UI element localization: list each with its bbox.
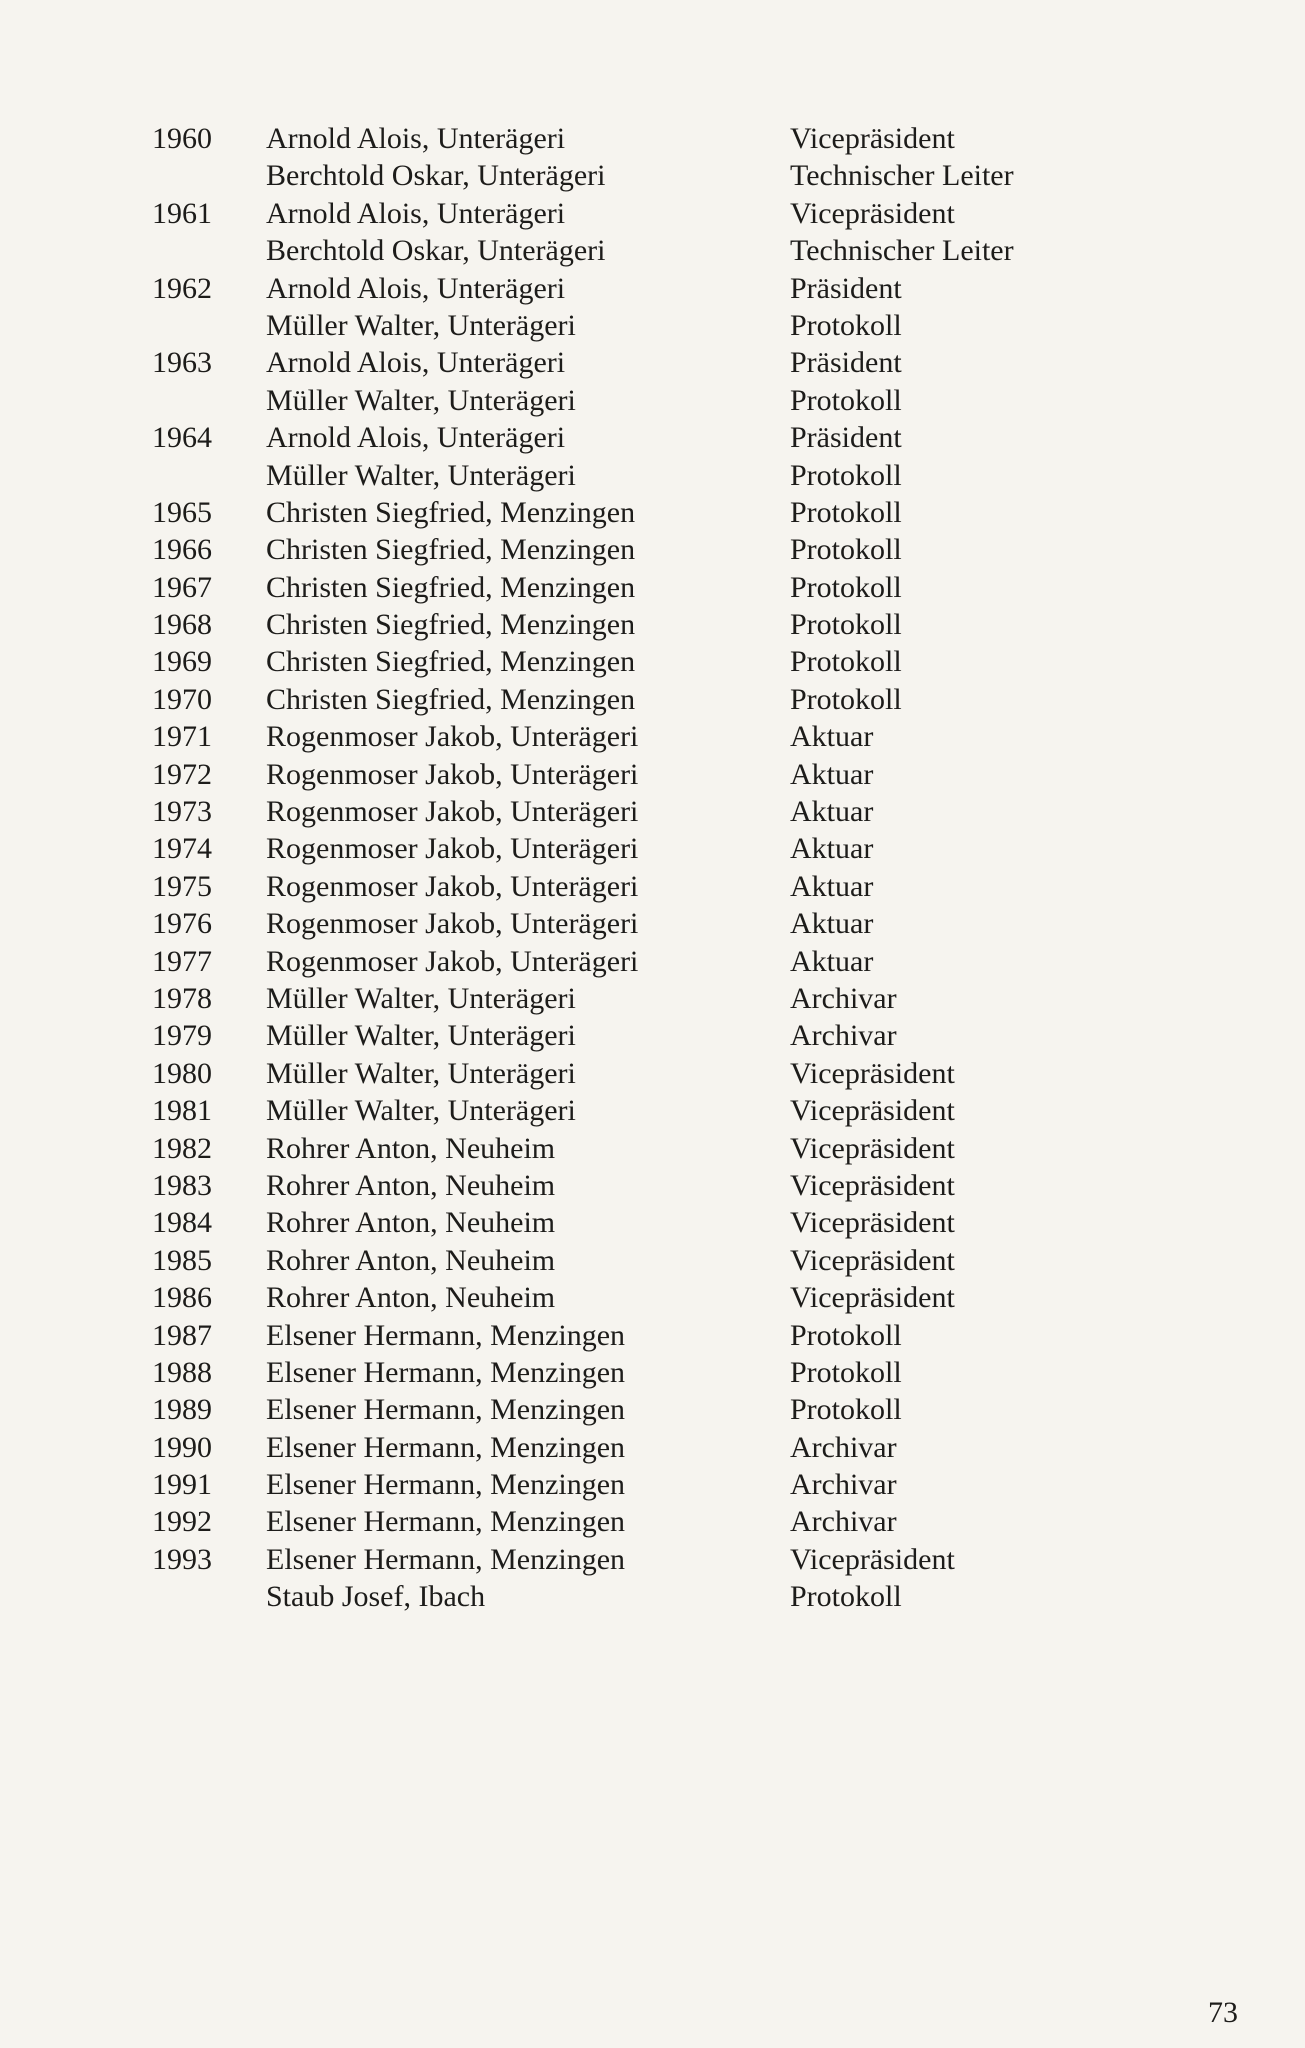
member-cell: Rogenmoser Jakob, Unterägeri [266,907,639,941]
role-cell: Präsident [790,271,902,305]
member-cell: Müller Walter, Unterägeri [266,981,576,1015]
year-cell: 1970 [152,682,212,716]
roster-row [152,1167,1152,1204]
role-cell: Aktuar [790,757,874,791]
member-cell: Christen Siegfried, Menzingen [266,495,636,529]
year-cell: 1962 [152,271,212,305]
year-cell: 1961 [152,196,212,230]
roster-row [152,1279,1152,1316]
member-cell: Elsener Hermann, Menzingen [266,1355,626,1389]
member-cell: Christen Siegfried, Menzingen [266,570,636,604]
officer-roster [152,120,1152,1616]
member-cell: Rohrer Anton, Neuheim [266,1243,556,1277]
roster-row [152,419,1152,456]
role-cell: Aktuar [790,795,874,829]
roster-row [152,1429,1152,1466]
member-cell: Elsener Hermann, Menzingen [266,1468,626,1502]
year-cell: 1990 [152,1430,212,1464]
member-cell: Berchtold Oskar, Unterägeri [266,234,606,268]
year-cell: 1978 [152,981,212,1015]
member-cell: Christen Siegfried, Menzingen [266,533,636,567]
member-cell: Müller Walter, Unterägeri [266,458,576,492]
roster-row [152,569,1152,606]
role-cell: Archivar [790,1019,897,1053]
member-cell: Rogenmoser Jakob, Unterägeri [266,869,639,903]
roster-row [152,606,1152,643]
role-cell: Archivar [790,1468,897,1502]
roster-row [152,1354,1152,1391]
member-cell: Rogenmoser Jakob, Unterägeri [266,795,639,829]
member-cell: Berchtold Oskar, Unterägeri [266,159,606,193]
member-cell: Arnold Alois, Unterägeri [266,421,566,455]
role-cell: Protokoll [790,1355,902,1389]
role-cell: Vicepräsident [790,1168,955,1202]
member-cell: Rohrer Anton, Neuheim [266,1168,556,1202]
roster-row [152,756,1152,793]
member-cell: Arnold Alois, Unterägeri [266,346,566,380]
role-cell: Protokoll [790,645,902,679]
roster-row [152,382,1152,419]
member-cell: Müller Walter, Unterägeri [266,1094,576,1128]
member-cell: Rohrer Anton, Neuheim [266,1281,556,1315]
page-number: 73 [1208,1996,1238,2029]
member-cell: Rogenmoser Jakob, Unterägeri [266,720,639,754]
role-cell: Aktuar [790,720,874,754]
year-cell: 1976 [152,907,212,941]
role-cell: Aktuar [790,907,874,941]
role-cell: Aktuar [790,832,874,866]
roster-row [152,307,1152,344]
member-cell: Arnold Alois, Unterägeri [266,271,566,305]
member-cell: Müller Walter, Unterägeri [266,1019,576,1053]
role-cell: Vicepräsident [790,122,955,155]
roster-row [152,232,1152,269]
role-cell: Präsident [790,421,902,455]
roster-row [152,494,1152,531]
role-cell: Vicepräsident [790,1056,955,1090]
member-cell: Christen Siegfried, Menzingen [266,682,636,716]
year-cell: 1980 [152,1056,212,1090]
year-cell: 1963 [152,346,212,380]
role-cell: Protokoll [790,383,902,417]
member-cell: Staub Josef, Ibach [266,1580,486,1614]
year-cell: 1965 [152,495,212,529]
roster-row [152,1391,1152,1428]
roster-row [152,1578,1152,1615]
roster-row [152,980,1152,1017]
member-cell: Müller Walter, Unterägeri [266,308,576,342]
member-cell: Rohrer Anton, Neuheim [266,1206,556,1240]
role-cell: Protokoll [790,1393,902,1427]
roster-row [152,1055,1152,1092]
role-cell: Archivar [790,1430,897,1464]
roster-row [152,1317,1152,1354]
year-cell: 1960 [152,122,212,155]
role-cell: Protokoll [790,1580,902,1614]
year-cell: 1975 [152,869,212,903]
role-cell: Vicepräsident [790,1281,955,1315]
role-cell: Protokoll [790,682,902,716]
role-cell: Vicepräsident [790,1206,955,1240]
roster-row [152,905,1152,942]
roster-row [152,1503,1152,1540]
roster-row [152,1242,1152,1279]
year-cell: 1987 [152,1318,212,1352]
role-cell: Archivar [790,1505,897,1539]
role-cell: Archivar [790,981,897,1015]
roster-row [152,1466,1152,1503]
member-cell: Rogenmoser Jakob, Unterägeri [266,757,639,791]
roster-row [152,1204,1152,1241]
role-cell: Vicepräsident [790,1542,955,1576]
roster-row [152,1130,1152,1167]
role-cell: Protokoll [790,533,902,567]
year-cell: 1969 [152,645,212,679]
role-cell: Aktuar [790,944,874,978]
roster-row [152,718,1152,755]
roster-row [152,531,1152,568]
member-cell: Elsener Hermann, Menzingen [266,1393,626,1427]
year-cell: 1993 [152,1542,212,1576]
member-cell: Christen Siegfried, Menzingen [266,608,636,642]
roster-row [152,344,1152,381]
year-cell: 1977 [152,944,212,978]
year-cell: 1979 [152,1019,212,1053]
year-cell: 1967 [152,570,212,604]
year-cell: 1974 [152,832,212,866]
member-cell: Müller Walter, Unterägeri [266,383,576,417]
year-cell: 1983 [152,1168,212,1202]
year-cell: 1973 [152,795,212,829]
year-cell: 1991 [152,1468,212,1502]
role-cell: Vicepräsident [790,196,955,230]
roster-row [152,157,1152,194]
role-cell: Protokoll [790,308,902,342]
member-cell: Arnold Alois, Unterägeri [266,196,566,230]
role-cell: Protokoll [790,608,902,642]
roster-row [152,120,1152,157]
year-cell: 1988 [152,1355,212,1389]
roster-row [152,830,1152,867]
roster-row [152,270,1152,307]
roster-row [152,457,1152,494]
member-cell: Rohrer Anton, Neuheim [266,1131,556,1165]
roster-row [152,1092,1152,1129]
member-cell: Arnold Alois, Unterägeri [266,122,566,155]
roster-row [152,793,1152,830]
roster-row [152,943,1152,980]
roster-row [152,1017,1152,1054]
year-cell: 1986 [152,1281,212,1315]
year-cell: 1981 [152,1094,212,1128]
year-cell: 1992 [152,1505,212,1539]
roster-row [152,868,1152,905]
roster-row [152,643,1152,680]
role-cell: Protokoll [790,458,902,492]
roster-row [152,681,1152,718]
member-cell: Rogenmoser Jakob, Unterägeri [266,832,639,866]
member-cell: Müller Walter, Unterägeri [266,1056,576,1090]
year-cell: 1985 [152,1243,212,1277]
role-cell: Protokoll [790,1318,902,1352]
role-cell: Technischer Leiter [790,159,1014,193]
year-cell: 1971 [152,720,212,754]
role-cell: Protokoll [790,570,902,604]
role-cell: Präsident [790,346,902,380]
role-cell: Technischer Leiter [790,234,1014,268]
member-cell: Elsener Hermann, Menzingen [266,1318,626,1352]
member-cell: Elsener Hermann, Menzingen [266,1505,626,1539]
role-cell: Aktuar [790,869,874,903]
role-cell: Vicepräsident [790,1243,955,1277]
year-cell: 1968 [152,608,212,642]
year-cell: 1984 [152,1206,212,1240]
year-cell: 1964 [152,421,212,455]
role-cell: Vicepräsident [790,1131,955,1165]
role-cell: Vicepräsident [790,1094,955,1128]
year-cell: 1966 [152,533,212,567]
roster-row [152,195,1152,232]
year-cell: 1982 [152,1131,212,1165]
year-cell: 1972 [152,757,212,791]
year-cell: 1989 [152,1393,212,1427]
member-cell: Rogenmoser Jakob, Unterägeri [266,944,639,978]
member-cell: Elsener Hermann, Menzingen [266,1430,626,1464]
member-cell: Elsener Hermann, Menzingen [266,1542,626,1576]
role-cell: Protokoll [790,495,902,529]
member-cell: Christen Siegfried, Menzingen [266,645,636,679]
roster-row [152,1541,1152,1578]
